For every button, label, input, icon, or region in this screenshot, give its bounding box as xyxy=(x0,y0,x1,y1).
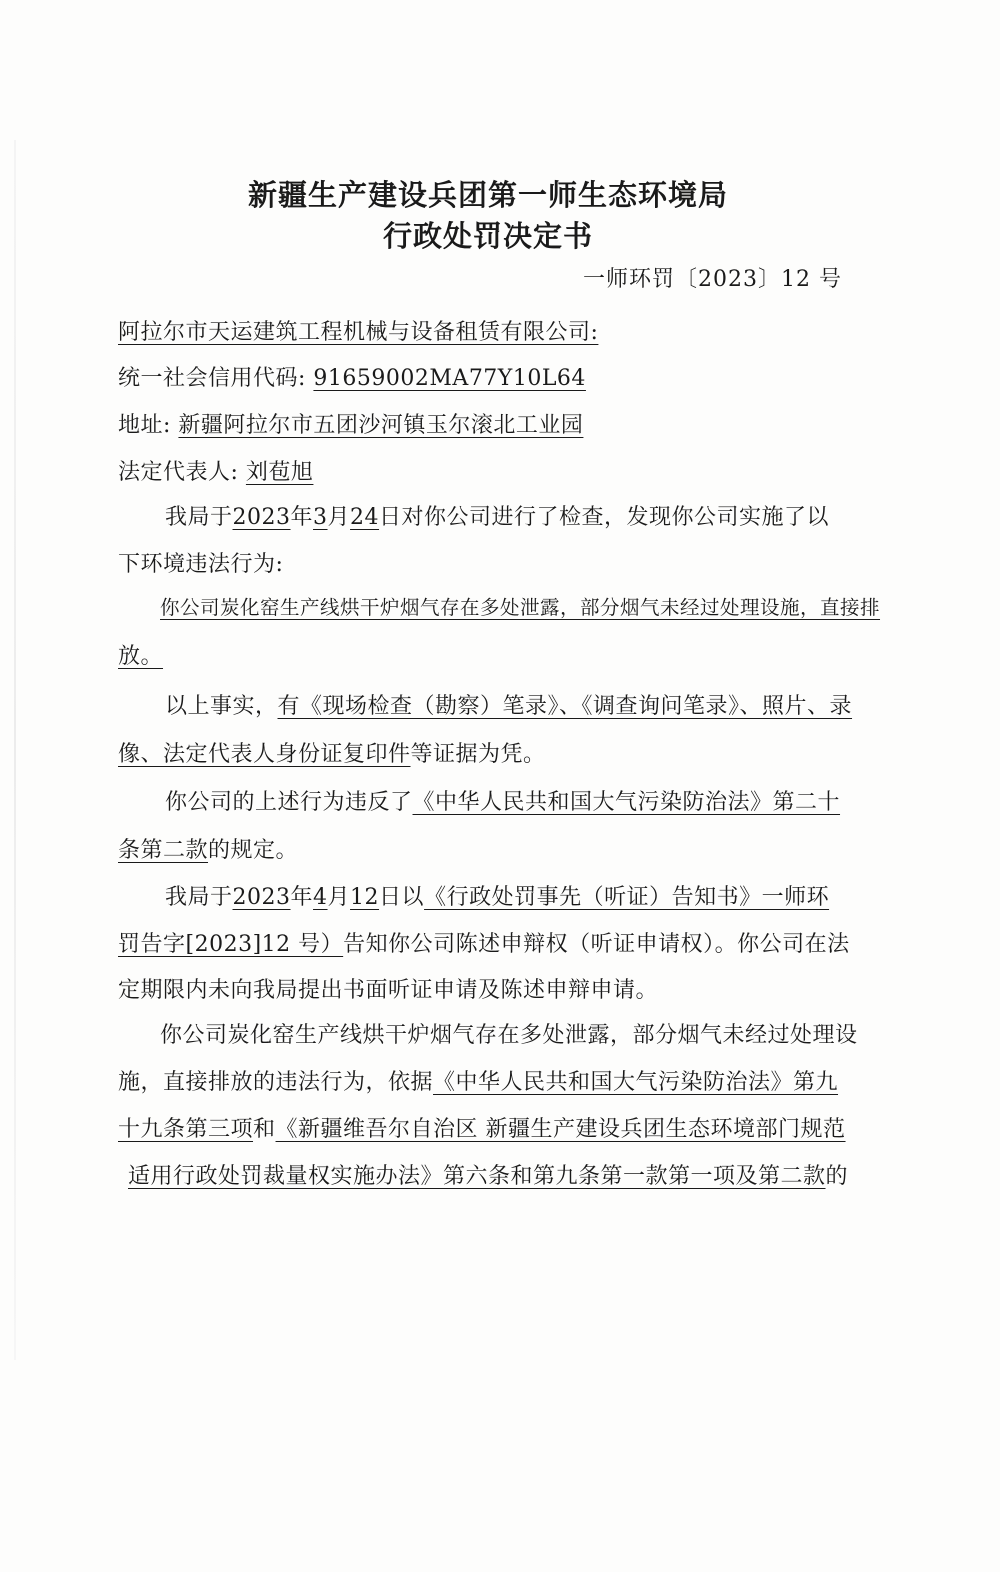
para3-line1 xyxy=(165,689,852,720)
text: 年 xyxy=(290,505,314,530)
scan-edge xyxy=(14,140,16,1360)
para4-line2 xyxy=(118,833,298,864)
company-name-line xyxy=(118,315,598,346)
credit-code-line xyxy=(118,361,586,392)
legal-rep-label: 法定代表人: xyxy=(118,460,239,485)
text: 我局于 xyxy=(165,885,233,910)
credit-code-label: 统一社会信用代码: xyxy=(118,366,306,391)
violation-text: 你公司炭化窑生产线烘干炉烟气存在多处泄露，部分烟气未经过处理设施，直接排 xyxy=(160,596,881,619)
para2-line1 xyxy=(160,592,880,620)
para6-line3 xyxy=(118,1112,846,1143)
notice-year: 2023 xyxy=(232,885,291,910)
para5-line2 xyxy=(118,927,850,958)
para6-line1: 你公司炭化窑生产线烘干炉烟气存在多处泄露，部分烟气未经过处理设 xyxy=(160,1023,858,1048)
text: 日以 xyxy=(379,885,425,910)
para5-line1 xyxy=(165,880,829,911)
discretion-rules-end: 适用行政处罚裁量权实施办法》第六条和第九条第一款第一项及第二款 xyxy=(128,1164,826,1189)
document-subtitle: 行政处罚决定书 xyxy=(382,219,593,253)
para2-line2 xyxy=(118,639,163,670)
address-line xyxy=(118,408,583,439)
text: 等证据为凭。 xyxy=(410,742,546,767)
text: 你公司的上述行为违反了 xyxy=(165,790,413,815)
para6-line2 xyxy=(118,1065,838,1096)
text: 日对你公司进行了检查，发现你公司实施了以 xyxy=(379,505,830,530)
text: 我局于 xyxy=(165,505,233,530)
company-name: 阿拉尔市天运建筑工程机械与设备租赁有限公司: xyxy=(118,320,599,345)
address: 新疆阿拉尔市五团沙河镇玉尔滚北工业园 xyxy=(178,413,584,438)
text: 月 xyxy=(327,885,351,910)
notice-document: 《行政处罚事先（听证）告知书》一师环 xyxy=(424,885,830,910)
para1-line2: 下环境违法行为: xyxy=(118,552,284,577)
address-label: 地址: xyxy=(118,413,171,438)
text: 的 xyxy=(825,1164,849,1189)
para6-line4 xyxy=(128,1159,848,1190)
credit-code: 91659002MA77Y10L64 xyxy=(313,366,586,391)
text: 的规定。 xyxy=(208,838,299,863)
legal-rep-name: 刘苞旭 xyxy=(245,460,314,485)
violated-article: 条第二款 xyxy=(118,838,209,863)
para4-line1 xyxy=(165,785,840,816)
para1-line1 xyxy=(165,500,829,531)
inspection-year: 2023 xyxy=(232,505,291,530)
inspection-month: 3 xyxy=(313,505,328,530)
penalty-article: 十九条第三项 xyxy=(118,1117,254,1142)
text: 告知你公司陈述申辩权（听证申请权）。你公司在法 xyxy=(343,932,850,957)
text: 以上事实， xyxy=(165,694,278,719)
violated-law: 《中华人民共和国大气污染防治法》第二十 xyxy=(412,790,841,815)
notice-number: 罚告字[2023]12 号） xyxy=(118,932,344,957)
discretion-rules: 《新疆维吾尔自治区 新疆生产建设兵团生态环境部门规范 xyxy=(275,1117,846,1142)
penalty-law: 《中华人民共和国大气污染防治法》第九 xyxy=(433,1070,839,1095)
legal-rep-line xyxy=(118,455,313,486)
document-number: 一师环罚〔2023〕12 号 xyxy=(583,267,842,292)
text: 月 xyxy=(327,505,351,530)
text: 施，直接排放的违法行为，依据 xyxy=(118,1070,434,1095)
evidence-list-end: 像、法定代表人身份证复印件 xyxy=(118,742,411,767)
text: 年 xyxy=(290,885,314,910)
para5-line3: 定期限内未向我局提出书面听证申请及陈述申辩申请。 xyxy=(118,978,659,1003)
document-title: 新疆生产建设兵团第一师生态环境局 xyxy=(247,178,728,212)
evidence-list: 有《现场检查（勘察）笔录》、《调查询问笔录》、照片、录 xyxy=(277,694,853,719)
notice-month: 4 xyxy=(313,885,328,910)
notice-day: 12 xyxy=(350,885,380,910)
violation-text-end: 放。 xyxy=(118,644,164,669)
text: 和 xyxy=(253,1117,276,1142)
inspection-day: 24 xyxy=(350,505,380,530)
para3-line2 xyxy=(118,737,546,768)
